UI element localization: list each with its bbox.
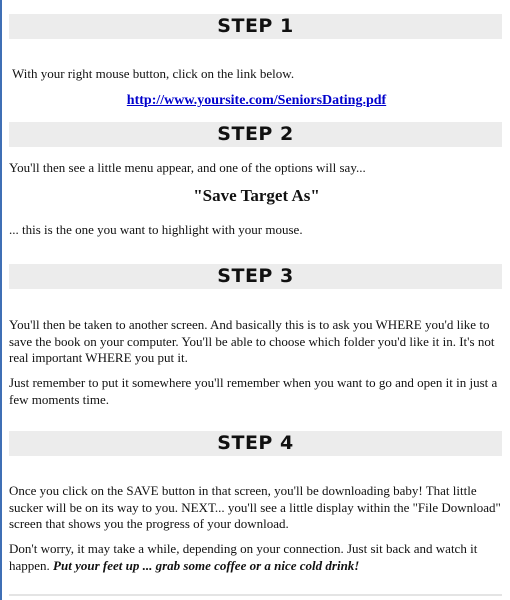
step-2-intro: You'll then see a little menu appear, and one of the options will say... (9, 160, 366, 175)
step-4-heading: STEP 4 (9, 431, 502, 456)
ebook-download-link[interactable]: http://www.yoursite.com/SeniorsDating.pdf (126, 93, 387, 108)
step-1-heading: STEP 1 (9, 14, 502, 39)
step-3-paragraph-2: Just remember to put it somewhere you'll remember when you want to go and open it in just a few moments time. (9, 375, 498, 407)
step-3-paragraph-1: You'll then be taken to another screen. And basically this is to ask you WHERE you'd like to save the book on your computer. You'll be able to choose which folder you'd like it in. It's not real important WHERE you put it. (9, 317, 495, 365)
step-3-heading: STEP 3 (9, 264, 502, 289)
step-4-emphasis: Put your feet up ... grab some coffee or a nice cold drink! (53, 557, 360, 573)
bottom-divider (9, 594, 502, 596)
save-target-as-option: "Save Target As" (193, 186, 320, 205)
step-4-paragraph-2 (9, 541, 504, 574)
step-2-outro: ... this is the one you want to highlight with your mouse. (9, 222, 303, 237)
step-1-instruction: With your right mouse button, click on the link below. (12, 66, 295, 81)
step-1-link-row (9, 92, 504, 110)
step-2-heading: STEP 2 (9, 122, 502, 147)
step-4-paragraph-1: Once you click on the SAVE button in that screen, you'll be downloading baby! That little sucker will be on its way to you. NEXT... you'll see a little display within the "File Download" screen that shows you the progress of your download. (9, 483, 501, 531)
step-4-paragraph-2-text: Don't worry, it may take a while, depending on your connection. Just sit back and watch it happen. (9, 541, 478, 573)
